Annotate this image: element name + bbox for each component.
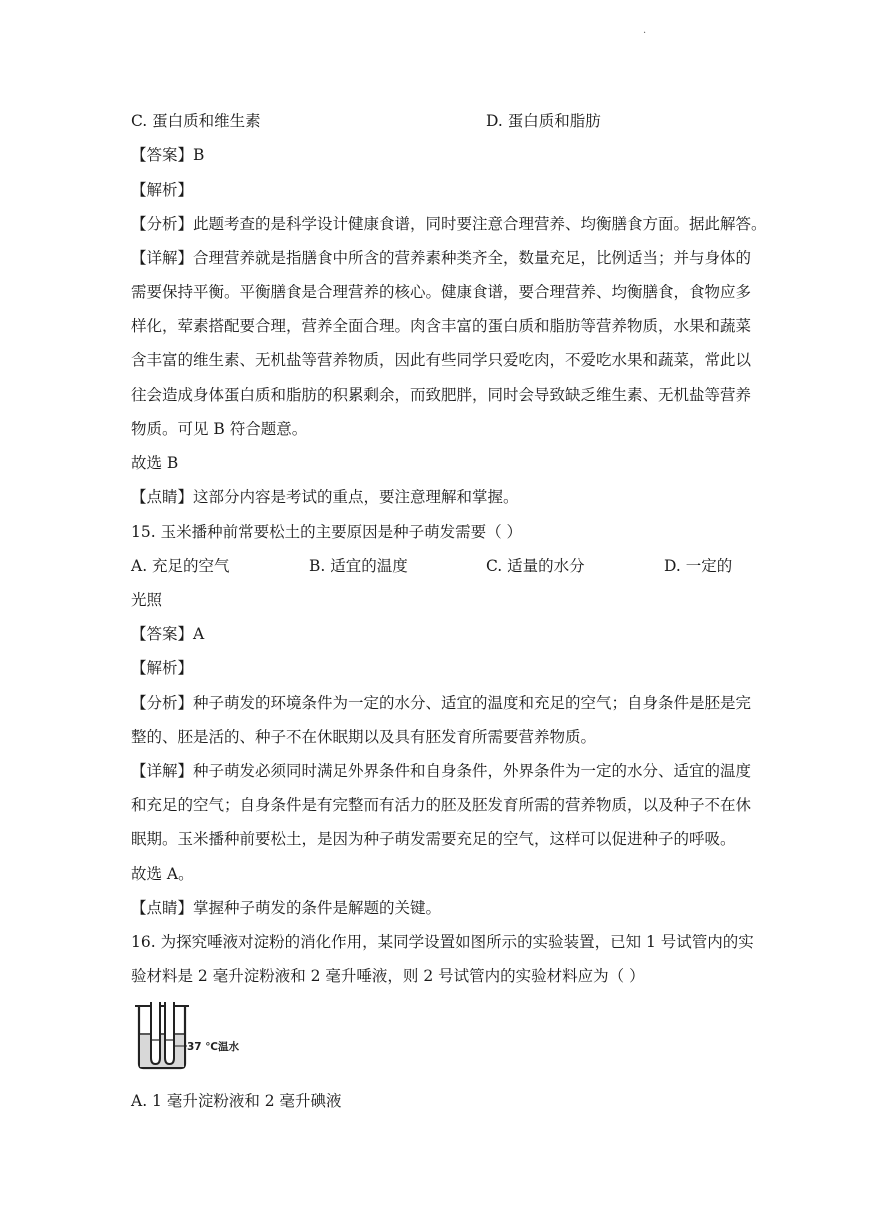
q14-comment: 【点睛】这部分内容是考试的重点，要注意理解和掌握。 [131,488,519,506]
q16-stem-line: 16. 为探究唾液对淀粉的消化作用，某同学设置如图所示的实验装置，已知 1 号试管内的实 [131,933,754,951]
figure-label: 37 ℃温水 [187,1041,239,1053]
q14-detail-line: 【详解】合理营养就是指膳食中所含的营养素种类齐全，数量充足，比例适当；并与身体的 [131,249,752,267]
q15-option-d-cont: 光照 [131,591,163,609]
q15-analysis-line: 【分析】种子萌发的环境条件为一定的水分、适宜的温度和充足的空气；自身条件是胚是完 [131,694,752,712]
beaker-figure [131,1000,241,1072]
q15-detail-line: 【详解】种子萌发必须同时满足外界条件和自身条件，外界条件为一定的水分、适宜的温度 [131,762,752,780]
test-tube-1 [151,1002,160,1064]
q15-option-d: D. 一定的 [664,557,733,575]
q15-option-b: B. 适宜的温度 [309,557,408,575]
q14-choose: 故选 B [131,454,179,472]
q15-detail-line: 和充足的空气；自身条件是有完整而有活力的胚及胚发育所需的营养物质，以及种子不在休 [131,796,752,814]
header-dot: · [643,28,647,39]
test-tube-2 [165,1002,174,1064]
q15-detail-line: 眠期。玉米播种前要松土，是因为种子萌发需要充足的空气，这样可以促进种子的呼吸。 [131,830,736,848]
q14-detail-line: 需要保持平衡。平衡膳食是合理营养的核心。健康食谱，要合理营养、均衡膳食，食物应多 [131,283,752,301]
q14-option-c: C. 蛋白质和维生素 [131,112,261,130]
q15-comment: 【点睛】掌握种子萌发的条件是解题的关键。 [131,899,442,917]
q16-option-a: A. 1 毫升淀粉液和 2 毫升碘液 [131,1092,342,1110]
q14-answer: 【答案】B [131,146,205,164]
q15-stem: 15. 玉米播种前常要松土的主要原因是种子萌发需要（ ） [131,523,523,541]
q15-answer: 【答案】A [131,625,205,643]
q14-detail-line: 物质。可见 B 符合题意。 [131,420,308,438]
q14-option-d: D. 蛋白质和脂肪 [486,112,601,130]
q14-detail-line: 往会造成身体蛋白质和脂肪的积累剩余，而致肥胖，同时会导致缺乏维生素、无机盐等营养 [131,386,752,404]
q14-detail-line: 样化，荤素搭配要合理，营养全面合理。肉含丰富的蛋白质和脂肪等营养物质，水果和蔬菜 [131,317,752,335]
q15-option-a: A. 充足的空气 [131,557,230,575]
q15-analysis-line: 整的、胚是活的、种子不在休眠期以及具有胚发育所需要营养物质。 [131,728,597,746]
q14-jiexi: 【解析】 [131,181,194,199]
q15-choose: 故选 A。 [131,865,194,883]
q14-analysis: 【分析】此题考查的是科学设计健康食谱，同时要注意合理营养、均衡膳食方面。据此解答。 [131,215,767,233]
q16-stem-line: 验材料是 2 毫升淀粉液和 2 毫升唾液，则 2 号试管内的实验材料应为（ ） [131,967,645,985]
q14-detail-line: 含丰富的维生素、无机盐等营养物质，因此有些同学只爱吃肉，不爱吃水果和蔬菜，常此以 [131,351,752,369]
q15-option-c: C. 适量的水分 [486,557,585,575]
water-fill [140,1035,184,1067]
q15-jiexi: 【解析】 [131,659,194,677]
